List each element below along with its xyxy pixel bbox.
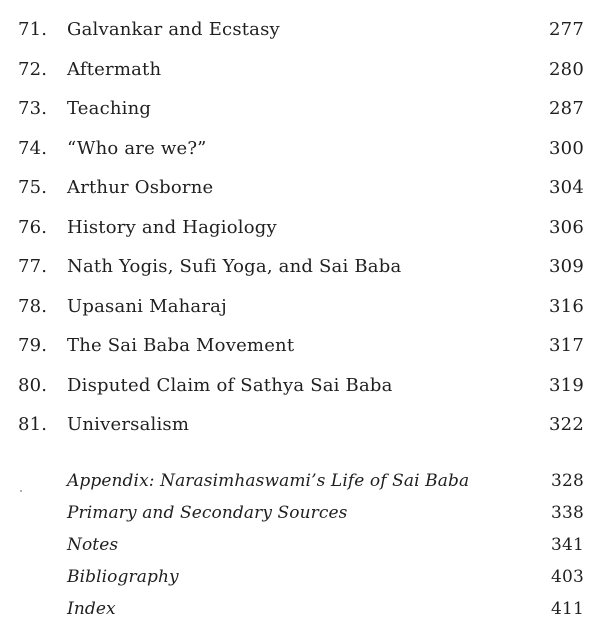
toc-entry-77 xyxy=(0,249,600,285)
page-number: 280 xyxy=(549,59,584,80)
chapter-title: Disputed Claim of Sathya Sai Baba xyxy=(67,375,393,396)
page-number: 403 xyxy=(550,567,584,587)
chapter-title: “Who are we?” xyxy=(67,138,207,159)
chapter-number: 80. xyxy=(18,375,48,396)
print-speck xyxy=(20,490,22,492)
toc-entry-73 xyxy=(0,91,600,127)
toc-entry-76 xyxy=(0,210,600,246)
back-matter-title: Primary and Secondary Sources xyxy=(67,503,348,523)
chapter-title: History and Hagiology xyxy=(67,217,277,238)
page-number: 319 xyxy=(549,375,584,396)
chapter-number: 78. xyxy=(18,296,48,317)
toc-entry-74 xyxy=(0,131,600,167)
page-number: 300 xyxy=(549,138,584,159)
page-number: 328 xyxy=(550,471,584,491)
chapter-title: Upasani Maharaj xyxy=(67,296,227,317)
toc-entry-bibliography xyxy=(0,562,600,592)
toc-entry-notes xyxy=(0,530,600,560)
chapter-number: 79. xyxy=(18,335,48,356)
toc-entry-78 xyxy=(0,289,600,325)
chapter-title: Aftermath xyxy=(67,59,162,80)
back-matter-title: Appendix: Narasimhaswami’s Life of Sai Baba xyxy=(67,471,470,491)
page-number: 304 xyxy=(549,177,584,198)
page-number: 317 xyxy=(549,335,584,356)
page-number: 316 xyxy=(549,296,584,317)
toc-entry-71 xyxy=(0,12,600,48)
toc-entry-appendix xyxy=(0,466,600,496)
toc-entry-index xyxy=(0,594,600,624)
toc-entry-79 xyxy=(0,328,600,364)
chapter-number: 76. xyxy=(18,217,48,238)
chapter-number: 72. xyxy=(18,59,48,80)
chapter-title: The Sai Baba Movement xyxy=(67,335,295,356)
chapter-title: Nath Yogis, Sufi Yoga, and Sai Baba xyxy=(67,256,402,277)
chapter-number: 77. xyxy=(18,256,48,277)
toc-entry-81 xyxy=(0,407,600,443)
chapter-title: Universalism xyxy=(67,414,190,435)
chapter-number: 73. xyxy=(18,98,48,119)
page-number: 322 xyxy=(549,414,584,435)
page-number: 338 xyxy=(550,503,584,523)
chapter-number: 74. xyxy=(18,138,48,159)
page-number: 341 xyxy=(550,535,584,555)
chapter-number: 75. xyxy=(18,177,48,198)
back-matter-title: Bibliography xyxy=(67,567,179,587)
chapter-number: 81. xyxy=(18,414,48,435)
page-number: 287 xyxy=(549,98,584,119)
page-number: 309 xyxy=(549,256,584,277)
chapter-title: Teaching xyxy=(67,98,152,119)
chapter-title: Arthur Osborne xyxy=(67,177,214,198)
toc-entry-80 xyxy=(0,368,600,404)
page-number: 306 xyxy=(549,217,584,238)
toc-entry-75 xyxy=(0,170,600,206)
toc-entry-72 xyxy=(0,52,600,88)
page-number: 277 xyxy=(549,19,584,40)
chapter-title: Galvankar and Ecstasy xyxy=(67,19,280,40)
toc-entry-sources xyxy=(0,498,600,528)
back-matter-title: Notes xyxy=(67,535,119,555)
page-number: 411 xyxy=(550,599,584,619)
back-matter-title: Index xyxy=(67,599,116,619)
chapter-number: 71. xyxy=(18,19,48,40)
